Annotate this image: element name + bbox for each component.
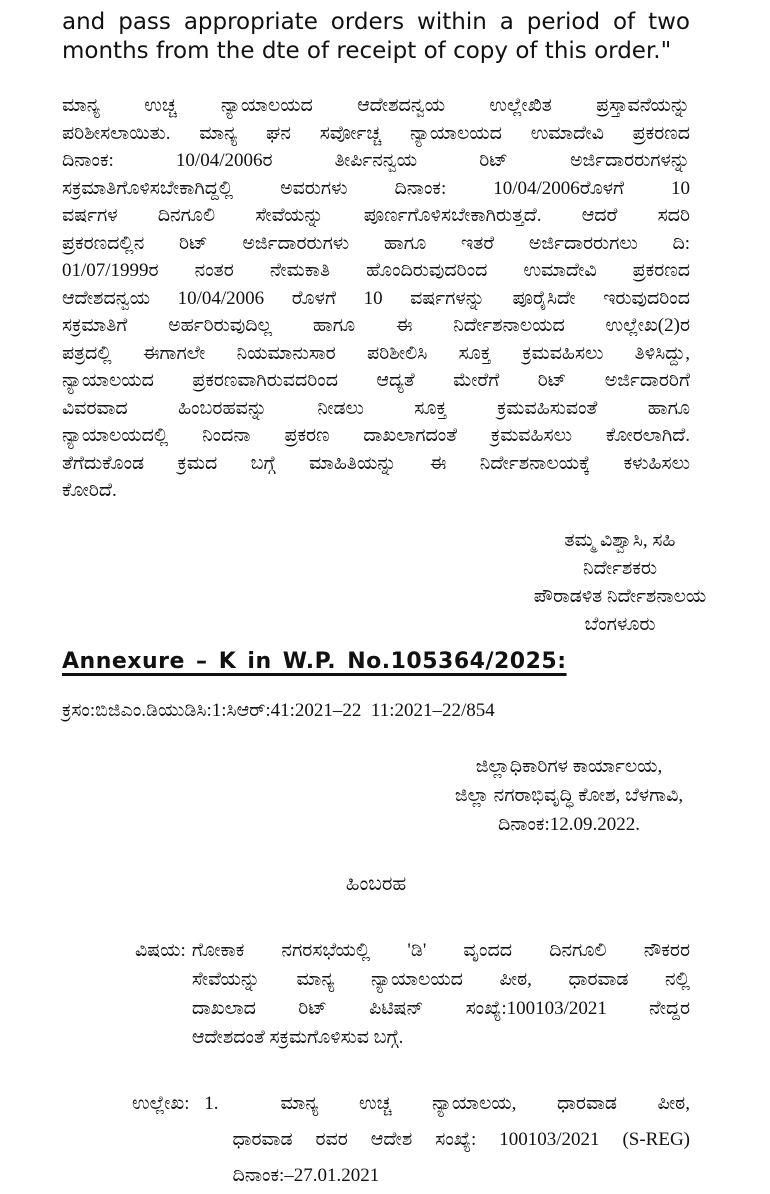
- subject-line: ಗೋಕಾಕ ನಗರಸಭೆಯಲ್ಲಿ 'ಡಿ' ವೃಂದದ ದಿನಗೂಲಿ ನೌಕರರ: [191, 939, 690, 961]
- body-line: ವಿವರವಾದ ಹಿಂಬರಹವನ್ನು ನೀಡಲು ಸೂಕ್ತ ಕ್ರಮವಹಿಸುವಂತೆ ಹಾಗೂ: [62, 397, 690, 419]
- subject-block: [135, 936, 690, 1052]
- body-line: ದಿನಾಂಕ: 10/04/2006ರ ತೀರ್ಪಿನನ್ವಯ ರಿಟ್ ಅರ್ಜಿದಾರರುಗಳನ್ನು: [62, 150, 690, 171]
- body-line: ನ್ಯಾಯಾಲಯದ ಪ್ರಕರಣವಾಗಿರುವದರಿಂದ ಆದ್ಯತೆ ಮೇರೆಗೆ ರಿಟ್ ಅರ್ಜಿದಾರರಿಗೆ: [62, 370, 690, 391]
- body-line: 01/07/1999ರ ನಂತರ ನೇಮಕಾತಿ ಹೊಂದಿರುವುದರಿಂದ ಉಮಾದೇವಿ ಪ್ರಕರಣದ: [62, 260, 690, 281]
- body-line: ವರ್ಷಗಳ ದಿನಗೂಲಿ ಸೇವೆಯನ್ನು ಪೂರ್ಣಗೊಳಿಸಬೇಕಾಗಿರುತ್ತದೆ. ಆದರೆ ಸದರಿ: [62, 205, 690, 226]
- body-line: ಪರಿಶೀಸಲಾಯಿತು. ಮಾನ್ಯ ಘನ ಸರ್ವೋಚ್ಚ ನ್ಯಾಯಾಲಯದ ಉಮಾದೇವಿ ಪ್ರಕರಣದ: [62, 122, 690, 144]
- file-reference-number: ಕ್ರಸಂ:ಬಿಜಿಎಂ.ಡಿಯುಡಿಸಿ:1:ಸಿಆರ್:41:2021–22 11:2021–22/854: [62, 699, 495, 721]
- document-type-heading: ಹಿಂಬರಹ: [345, 872, 407, 895]
- kannada-body-paragraph: [62, 92, 690, 505]
- body-line: ಸಕ್ರಮಾತಿಗೊಳಿಸಬೇಕಾಗಿದ್ದಲ್ಲಿ ಅವರುಗಳು ದಿನಾಂಕ: 10/04/2006ರೊಳಗೆ 10: [62, 177, 690, 199]
- body-line: ತೆಗೆದುಕೊಂಡ ಕ್ರಮದ ಬಗ್ಗೆ ಮಾಹಿತಿಯನ್ನು ಈ ನಿರ್ದೇಶನಾಲಯಕ್ಕೆ ಕಳುಹಿಸಲು: [62, 452, 690, 474]
- reference-item-number: 1.: [204, 1092, 219, 1114]
- office-address-line: ಜಿಲ್ಲಾಧಿಕಾರಿಗಳ ಕಾರ್ಯಾಲಯ,: [475, 755, 663, 777]
- signature-line: ಬೆಂಗಳೂರು: [584, 613, 656, 635]
- subject-line: ಸೇವೆಯನ್ನು ಮಾನ್ಯ ನ್ಯಾಯಾಲಯದ ಪೀಠ, ಧಾರವಾಡ ನಲ್ಲಿ: [191, 968, 690, 990]
- body-line: ಸಕ್ರಮಾತಿಗೆ ಅರ್ಹರಿರುವುದಿಲ್ಲ ಹಾಗೂ ಈ ನಿರ್ದೇಶನಾಲಯದ ಉಲ್ಲೇಖ(2)ರ: [62, 315, 690, 336]
- reference-text: [233, 1086, 690, 1194]
- subject-label: ವಿಷಯ:: [135, 939, 186, 961]
- quote-line: months from the dte of receipt of copy of this order.": [62, 38, 672, 64]
- body-line: ಪ್ರಕರಣದಲ್ಲಿನ ರಿಟ್ ಅರ್ಜಿದಾರರುಗಳು ಹಾಗೂ ಇತರೆ ಅರ್ಜಿದಾರರುಗಲು ದಿ:: [62, 232, 690, 254]
- body-line: ಮಾನ್ಯ ಉಚ್ಚ ನ್ಯಾಯಾಲಯದ ಆದೇಶದನ್ವಯ ಉಲ್ಲೇಖಿತ ಪ್ರಸ್ತಾವನೆಯನ್ನು: [62, 95, 690, 116]
- subject-line: ಆದೇಶದಂತೆ ಸಕ್ರಮಗೊಳಿಸುವ ಬಗ್ಗೆ.: [191, 1026, 404, 1048]
- signature-line: ನಿರ್ದೇಶಕರು: [583, 557, 657, 579]
- english-quote-paragraph: [62, 8, 690, 66]
- reference-line: ದಿನಾಂಕ:–27.01.2021: [232, 1164, 380, 1186]
- subject-text: [192, 936, 690, 1052]
- reference-labels: [132, 1086, 219, 1194]
- body-line: ಆದೇಶದನ್ವಯ 10/04/2006 ರೊಳಗೆ 10 ವರ್ಷಗಳನ್ನು ಪೂರೈಸಿದೇ ಇರುವುದರಿಂದ: [62, 287, 690, 309]
- annexure-heading: [62, 649, 690, 674]
- body-line: ಕೋರಿದೆ.: [62, 480, 117, 501]
- reference-line: ಧಾರವಾಡ ರವರ ಆದೇಶ ಸಂಖ್ಯೆ: 100103/2021 (S-REG): [232, 1128, 690, 1150]
- signature-block: [470, 527, 770, 639]
- annexure-heading-text: Annexure – K in W.P. No.105364/2025:: [62, 648, 567, 674]
- signature-line: ಪೌರಾಡಳಿತ ನಿರ್ದೇಶನಾಲಯ: [533, 585, 707, 607]
- signature-line: ತಮ್ಮ ವಿಶ್ವಾಸಿ, ಸಹಿ: [564, 529, 676, 551]
- body-line: ನ್ಯಾಯಾಲಯದಲ್ಲಿ ನಿಂದನಾ ಪ್ರಕರಣ ದಾಖಲಾಗದಂತೆ ಕ್ರಮವಹಿಸಲು ಕೋರಲಾಗಿದೆ.: [62, 425, 690, 446]
- office-address-block: [404, 752, 734, 839]
- office-address-line: ಜಿಲ್ಲಾ ನಗರಾಭಿವೃದ್ಧಿ ಕೋಶ, ಬೆಳಗಾವಿ,: [454, 784, 684, 806]
- reference-label: ಉಲ್ಲೇಖ:: [132, 1092, 190, 1114]
- body-line: ಪತ್ರದಲ್ಲಿ ಈಗಾಗಲೇ ನಿಯಮಾನುಸಾರ ಪರಿಶೀಲಿಸಿ ಸೂಕ್ತ ಕ್ರಮವಹಿಸಲು ತಿಳಿಸಿದ್ದು,: [62, 342, 690, 364]
- office-address-line: ದಿನಾಂಕ:12.09.2022.: [497, 813, 641, 835]
- subject-line: ದಾಖಲಾದ ರಿಟ್ ಪಿಟಿಷನ್ ಸಂಖ್ಯೆ:100103/2021 ನೇದ್ದರ: [191, 997, 690, 1019]
- quote-line: and pass appropriate orders within a period of two: [62, 9, 690, 35]
- reference-line: ಮಾನ್ಯ ಉಚ್ಚ ನ್ಯಾಯಾಲಯ, ಧಾರವಾಡ ಪೀಠ,: [280, 1092, 690, 1114]
- reference-block: [132, 1086, 690, 1194]
